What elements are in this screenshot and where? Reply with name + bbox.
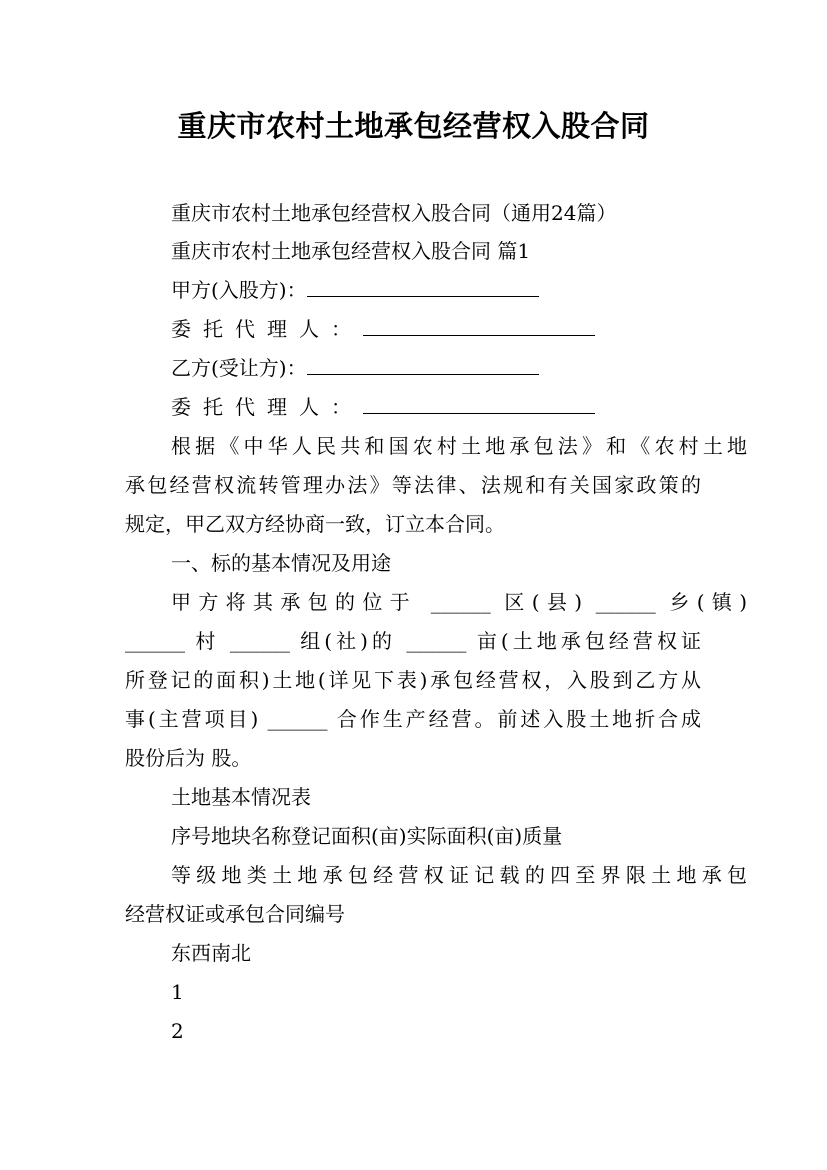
document-title: 重庆市农村土地承包经营权入股合同 (177, 109, 650, 143)
table-title: 土地基本情况表 (171, 785, 311, 809)
paragraph-1-line-1: 根据《中华人民共和国农村土地承包法》和《农村土地 (171, 434, 747, 458)
agent-1-line (125, 314, 747, 344)
agent-1-blank (363, 316, 595, 336)
paragraph-1-line-3: 规定，甲乙双方经协商一致，订立本合同。 (125, 512, 505, 536)
table-header-line-2: 等级地类土地承包经营权证记载的四至界限土地承包 (171, 863, 747, 887)
paragraph-2-line-4: 事(主营项目) ______ 合作生产经营。前述入股土地折合成 (125, 707, 701, 731)
section-heading: 重庆市农村土地承包经营权入股合同 篇1 (171, 239, 531, 263)
paragraph-2-line-5: 股份后为 股。 (125, 746, 252, 770)
party-b-line (125, 353, 747, 383)
party-a-blank (307, 277, 539, 297)
table-directions: 东西南北 (171, 941, 251, 965)
party-b-blank (307, 355, 539, 375)
table-header-line-3: 经营权证或承包合同编号 (125, 902, 345, 926)
agent-2-blank (363, 394, 595, 414)
party-a-line (125, 275, 747, 305)
paragraph-1-line-2: 承包经营权流转管理办法》等法律、法规和有关国家政策的 (125, 473, 701, 497)
document-subtitle: 重庆市农村土地承包经营权入股合同（通用24篇） (171, 201, 617, 225)
table-header-line-1: 序号地块名称登记面积(亩)实际面积(亩)质量 (171, 824, 563, 848)
table-row-1: 1 (171, 980, 184, 1004)
table-row-2: 2 (171, 1019, 184, 1043)
party-b-label: 乙方(受让方)： (171, 356, 307, 380)
agent-1-label: 委托代理人： (171, 317, 363, 341)
paragraph-2-line-3: 所登记的面积)土地(详见下表)承包经营权，入股到乙方从 (125, 668, 701, 692)
paragraph-2-line-2: ______ 村 ______ 组(社)的 ______ 亩(土地承包经营权证 (125, 629, 701, 653)
agent-2-line (125, 392, 747, 422)
paragraph-2-line-1: 甲方将其承包的位于 ______ 区(县) ______ 乡(镇) (171, 590, 747, 614)
clause-heading-1: 一、标的基本情况及用途 (171, 551, 391, 575)
agent-2-label: 委托代理人： (171, 395, 363, 419)
party-a-label: 甲方(入股方)： (171, 278, 307, 302)
